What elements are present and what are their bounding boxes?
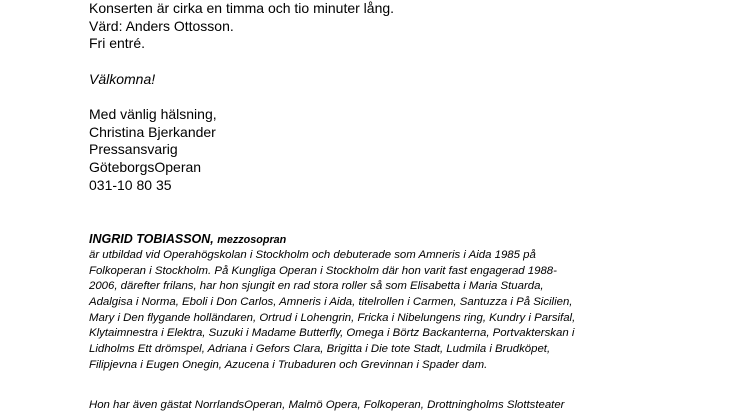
concert-info xyxy=(89,0,394,53)
bio-line: Mary i Den flygande holländaren, Ortrud i Lohengrin, Fricka i Nibelungens ring, Kundry i Parsifal, xyxy=(89,311,576,324)
contact-organization: GöteborgsOperan xyxy=(89,159,202,176)
signature-block xyxy=(89,106,217,195)
concert-admission: Fri entré. xyxy=(89,35,146,52)
bio-heading xyxy=(89,231,286,248)
bio-role: mezzosopran xyxy=(217,234,287,246)
concert-duration: Konserten är cirka en timma och tio minuter lång. xyxy=(89,0,395,16)
welcome-line: Välkomna! xyxy=(89,71,156,87)
bio-line: 2006, därefter frilans, har hon sjungit en rad stora roller så som Elisabetta i Maria Stuarda, xyxy=(89,280,544,293)
concert-host: Värd: Anders Ottosson. xyxy=(89,17,234,34)
contact-name: Christina Bjerkander xyxy=(89,123,216,140)
bio-line: Filipjevna i Eugen Onegin, Azucena i Trubaduren och Grevinnan i Spader dam. xyxy=(89,358,488,371)
bio-line: Folkoperan i Stockholm. På Kungliga Operan i Stockholm där hon varit fast engagerad 1988- xyxy=(89,264,557,277)
bio-line: Klytaimnestra i Elektra, Suzuki i Madame Butterfly, Omega i Börtz Backanterna, Portvakterskan i xyxy=(89,327,575,340)
bio-paragraph-1 xyxy=(89,248,575,373)
welcome-text xyxy=(89,71,155,89)
bio-line: Hon har även gästat NorrlandsOperan, Malmö Opera, Folkoperan, Drottningholms Slottsteater xyxy=(89,399,565,411)
bio-name: INGRID TOBIASSON, xyxy=(89,232,214,246)
bio-line: Adalgisa i Norma, Eboli i Don Carlos, Amneris i Aida, titelrollen i Carmen, Santuzza i På Sicilien, xyxy=(89,295,573,308)
bio-line: är utbildad vid Operahögskolan i Stockholm och debuterade som Amneris i Aida 1985 på xyxy=(89,249,536,261)
greeting: Med vänlig hälsning, xyxy=(89,106,217,122)
bio-line: Lidholms Ett drömspel, Adriana i Gefors Clara, Brigitta i Die tote Stadt, Ludmila i Brudköpet, xyxy=(89,342,551,355)
contact-title: Pressansvarig xyxy=(89,141,178,158)
contact-phone: 031-10 80 35 xyxy=(89,176,172,193)
bio-paragraph-2 xyxy=(89,398,564,414)
